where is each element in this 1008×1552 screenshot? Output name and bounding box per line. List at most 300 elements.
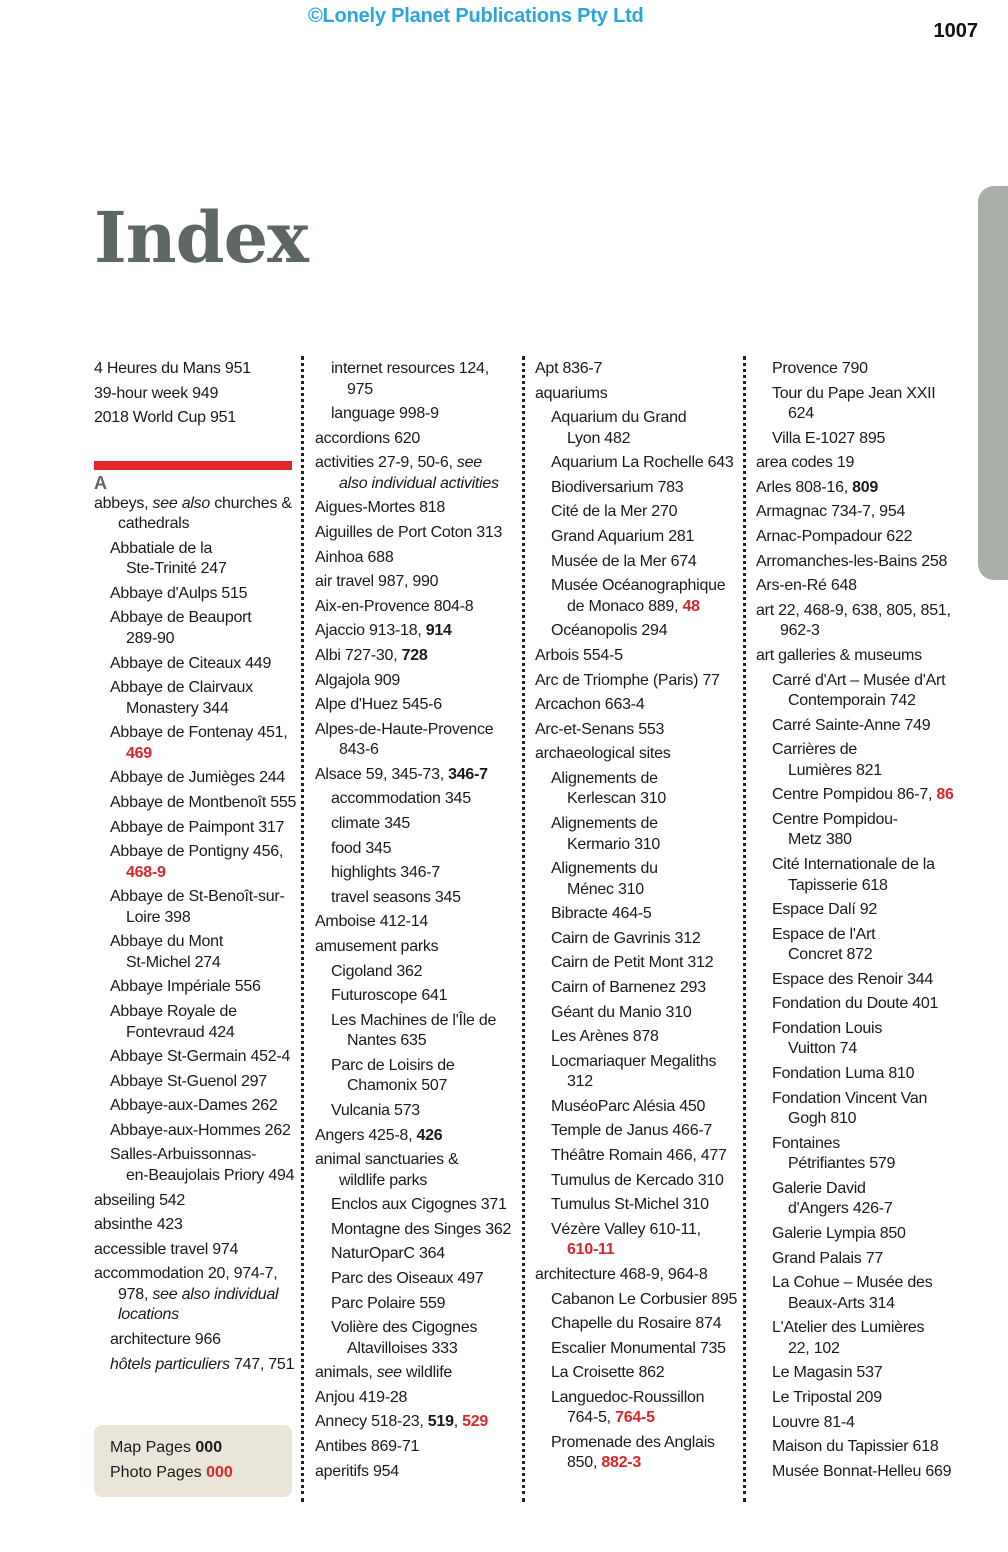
entry-text: Centre Pompidou- Metz 380 [772,810,898,849]
entry-text: see also individual locations [118,1285,279,1324]
index-subentry [756,1224,971,1245]
entry-text: Abbaye de Montbenoît 555 [110,793,297,811]
index-subentry [315,404,530,425]
entry-text: Fondation du Doute 401 [772,995,939,1013]
entry-text: Cité Internationale de la Tapisserie 618 [772,856,935,894]
entry-text: Galerie David d'Angers 426-7 [772,1179,893,1218]
entry-text: La Croisette 862 [551,1364,665,1382]
entry-text: art 22, 468-9, 638, 805, 851, 962-3 [756,601,951,640]
index-entry [94,384,309,405]
index-entry [315,572,530,593]
index-subentry [756,716,971,737]
index-entry [315,1462,530,1483]
entry-text: food 345 [331,839,392,857]
entry-text: Géant du Manio 310 [551,1003,692,1021]
entry-text: Carré Sainte-Anne 749 [772,716,931,734]
entries [535,359,750,1474]
entry-text: Maison du Tapissier 618 [772,1438,939,1456]
index-subentry [94,1355,309,1376]
entry-text: Futuroscope 641 [331,987,448,1005]
entry-text: Grand Palais 77 [772,1249,883,1267]
index-entry [315,621,530,642]
entry-text: art galleries & museums [756,646,922,664]
entry-text: language 998-9 [331,405,439,423]
index-entry [94,1215,309,1236]
entry-text: La Cohue – Musée des Beaux-Arts 314 [772,1274,933,1312]
entry-text: Abbaye-aux-Hommes 262 [110,1121,291,1139]
entry-text: abseiling 542 [94,1191,186,1209]
index-subentry [94,654,309,675]
entry-text: Parc Polaire 559 [331,1294,446,1312]
index-subentry [535,1388,750,1429]
entry-text: Arnac-Pompadour 622 [756,528,913,546]
entry-text: architecture 966 [110,1330,221,1348]
entries [94,494,309,1375]
entry-text: Tumulus de Kercado 310 [551,1171,724,1189]
entry-text: Algajola 909 [315,671,401,689]
entry-text: Abbaye-aux-Dames 262 [110,1097,278,1115]
entry-text: Arcachon 663-4 [535,696,645,714]
map-page-ref: 914 [425,622,452,640]
index-entry [315,597,530,618]
index-subentry [94,818,309,839]
entry-text: animals, [315,1364,377,1382]
entry-text: Temple de Janus 466-7 [551,1122,713,1140]
index-subentry [315,789,530,810]
index-subentry [535,814,750,855]
entry-text: MuséoParc Alésia 450 [551,1097,706,1115]
index-subentry [756,384,971,425]
index-subentry [756,1273,971,1314]
entry-text: Arc de Triomphe (Paris) 77 [535,671,720,689]
index-entry [756,576,971,597]
entry-text: Ars-en-Ré 648 [756,577,857,595]
entry-text: architecture 468-9, 964-8 [535,1265,708,1283]
map-pages-label: Map Pages [110,1439,196,1456]
entry-text: Abbaye de Clairvaux Monastery 344 [110,679,253,717]
entry-text: Cairn de Gavrinis 312 [551,929,701,947]
index-entry [315,548,530,569]
entry-text: see [376,1364,402,1382]
entry-text: Locmariaquer Megaliths 312 [551,1052,717,1091]
entry-text: Abbaye Impériale 556 [110,978,261,996]
index-subentry [535,1290,750,1311]
entry-text: Alignements du Ménec 310 [551,860,658,898]
entry-text: Aix-en-Provence 804-8 [315,597,474,615]
thumb-index-tab [978,186,1008,580]
entry-text: abbeys, [94,494,153,512]
entry-text: Armagnac 734-7, 954 [756,503,906,521]
entry-text: Abbaye St-Guenol 297 [110,1072,267,1090]
entry-text: climate 345 [331,815,411,832]
entries [315,359,530,1482]
index-subentry [756,900,971,921]
entry-text: aquariums [535,384,608,402]
entry-text: Fontaines Pétrifiantes 579 [772,1134,896,1173]
index-entry [535,744,750,765]
entry-text: Promenade des Anglais 850, [551,1433,715,1472]
photo-page-ref: 469 [126,744,152,762]
entry-text: Abbaye du Mont St-Michel 274 [110,933,224,971]
map-pages-value: 000 [195,1439,223,1456]
index-subentry [535,453,750,474]
page-number: 1007 [933,20,978,42]
entry-text: Cairn of Barnenez 293 [551,978,706,996]
page-title: Index [94,196,308,279]
entry-text: Musée Océanographique de Monaco 889, [551,577,726,615]
entry-text: 747, 751 [229,1355,295,1373]
entry-text: wildlife [401,1364,453,1382]
photo-page-ref: 468-9 [126,863,166,881]
entry-text: Chapelle du Rosaire 874 [551,1315,722,1333]
index-subentry [315,1056,530,1097]
entry-text: animal sanctuaries & wildlife parks [315,1151,459,1189]
index-subentry [94,608,309,649]
entry-text: Parc de Loisirs de Chamonix 507 [331,1056,455,1095]
index-subentry [535,552,750,573]
entry-text: Arbois 554-5 [535,646,623,664]
entry-text: Vulcania 573 [331,1101,420,1119]
index-subentry [94,1121,309,1142]
entry-text: Abbaye de Citeaux 449 [110,654,272,672]
index-subentry [315,1318,530,1359]
entry-text: NaturOparC 364 [331,1245,445,1263]
index-subentry [535,527,750,548]
entry-text: , [453,1413,463,1431]
index-subentry [535,1339,750,1360]
index-subentry [94,768,309,789]
index-entry [94,1264,309,1326]
index-subentry [756,970,971,991]
entry-text: Languedoc-Roussillon 764-5, [551,1388,705,1427]
index-subentry [535,621,750,642]
index-subentry [94,539,309,580]
index-subentry [535,478,750,499]
index-subentry [756,1089,971,1130]
index-entry [756,478,971,499]
index-subentry [756,1462,971,1483]
entry-text: Alignements de Kerlescan 310 [551,769,667,808]
photo-pages-value: 000 [206,1464,233,1481]
index-subentry [315,962,530,983]
entry-text: Musée Bonnat-Helleu 669 [772,1462,952,1480]
index-subentry [535,1220,750,1261]
index-subentry [94,723,309,764]
index-entry [94,494,309,535]
photo-page-ref: 764-5 [615,1409,655,1427]
entry-text: Biodiversarium 783 [551,478,684,496]
index-subentry [756,1134,971,1175]
entry-text: Centre Pompidou 86-7, [772,786,937,804]
index-subentry [535,859,750,900]
entry-text: Ajaccio 913-18, [315,622,426,640]
index-subentry [94,1096,309,1117]
entry-text: Enclos aux Cigognes 371 [331,1196,507,1214]
index-subentry [94,977,309,998]
index-subentry [756,1179,971,1220]
entry-text: Alsace 59, 345-73, [315,765,449,783]
entry-text: Théâtre Romain 466, 477 [551,1147,727,1165]
copyright-notice: ©Lonely Planet Publications Pty Ltd [308,5,644,27]
index-entry [315,912,530,933]
entry-text: Amboise 412-14 [315,913,429,931]
entry-text: Abbatiale de la Ste-Trinité 247 [110,539,227,578]
entry-text: Espace Dalí 92 [772,901,878,919]
entry-text: Abbaye d'Aulps 515 [110,584,248,602]
entry-text: Aiguilles de Port Coton 313 [315,523,503,541]
index-subentry [756,925,971,966]
entry-text: Alignements de Kermario 310 [551,815,661,853]
index-subentry [756,359,971,380]
entry-text: Cigoland 362 [331,962,423,980]
entry-text: Bibracte 464-5 [551,905,652,923]
entry-text: Carré d'Art – Musée d'Art Contemporain 742 [772,671,946,710]
section-rule [94,461,292,470]
entry-text: Cairn de Petit Mont 312 [551,954,714,972]
entry-text: Espace de l'Art Concret 872 [772,925,876,964]
index-entry [756,552,971,573]
entry-text: Abbaye St-Germain 452-4 [110,1048,291,1066]
index-subentry [315,1220,530,1241]
index-entry [535,671,750,692]
index-column-4 [756,359,971,1486]
index-entry [94,359,309,380]
index-subentry [315,359,530,400]
map-page-ref: 809 [852,478,879,496]
index-subentry [535,904,750,925]
entry-text: Abbaye de Fontenay 451, [110,724,288,742]
entry-text: Fondation Louis Vuitton 74 [772,1019,883,1058]
index-subentry [315,986,530,1007]
index-entry [535,720,750,741]
section-letter: A [94,472,107,493]
index-subentry [315,1101,530,1122]
index-entry [756,601,971,642]
index-subentry [756,994,971,1015]
index-entry [315,671,530,692]
index-subentry [315,1244,530,1265]
entries [756,359,971,1482]
index-subentry [315,863,530,884]
index-subentry [535,1003,750,1024]
index-subentry [535,408,750,449]
photo-page-ref: 48 [682,597,700,615]
entry-text: travel seasons 345 [331,888,461,906]
index-subentry [94,584,309,605]
entry-text: aperitifs 954 [315,1462,399,1480]
entry-text: Carrières de Lumières 821 [772,741,882,779]
entry-text: Le Tripostal 209 [772,1388,882,1406]
index-entry [315,498,530,519]
entry-text: accommodation 20, 974-7, 978, [94,1265,278,1303]
entry-text: Océanopolis 294 [551,622,668,640]
index-subentry [94,1145,309,1186]
index-subentry [756,1413,971,1434]
index-entry [756,527,971,548]
entry-text: see also individual activities [339,454,499,492]
index-subentry [535,502,750,523]
index-entry [315,646,530,667]
entry-text: Albi 727-30, [315,646,402,664]
index-subentry [535,1146,750,1167]
index-subentry [94,793,309,814]
index-subentry [535,1171,750,1192]
index-subentry [315,814,530,835]
index-entry [535,695,750,716]
photo-pages-label: Photo Pages [110,1464,207,1481]
entry-text: Alpe d'Huez 545-6 [315,696,442,714]
map-page-ref: 426 [416,1126,443,1144]
map-page-ref: 346-7 [448,765,488,783]
index-subentry [94,842,309,883]
index-entry [315,1363,530,1384]
entry-text: Fondation Luma 810 [772,1065,915,1083]
entry-text: Cité de la Mer 270 [551,503,678,521]
entry-text: Annecy 518-23, [315,1413,428,1431]
entry-text: Abbaye de Paimpont 317 [110,818,285,836]
entry-text: Cabanon Le Corbusier 895 [551,1290,738,1308]
entry-text: Les Machines de l'Île de Nantes 635 [331,1011,497,1050]
index-subentry [756,1064,971,1085]
index-subentry [94,678,309,719]
index-subentry [535,1363,750,1384]
page-legend-box [94,1425,292,1497]
entry-text: amusement parks [315,937,439,955]
index-entry [315,1126,530,1147]
entry-text: Espace des Renoir 344 [772,970,934,988]
entry-text: Les Arènes 878 [551,1028,659,1046]
index-entry [315,937,530,958]
index-subentry [315,839,530,860]
index-subentry [535,1052,750,1093]
entry-text: Galerie Lympia 850 [772,1224,906,1242]
entries-top [94,359,309,429]
index-subentry [756,740,971,781]
entry-text: Abbaye Royale de Fontevraud 424 [110,1003,237,1041]
entry-text: Escalier Monumental 735 [551,1339,726,1357]
index-column-3 [535,359,750,1478]
index-subentry [756,429,971,450]
index-subentry [94,1072,309,1093]
index-entry [315,1150,530,1191]
entry-text: Alpes-de-Haute-Provence 843-6 [315,720,494,759]
index-entry [315,523,530,544]
entry-text: Fondation Vincent Van Gogh 810 [772,1089,928,1128]
entry-text: churches & cathedrals [118,494,292,533]
photo-page-ref: 86 [936,786,954,804]
index-subentry [535,1027,750,1048]
entry-text: highlights 346-7 [331,864,440,882]
entry-text: absinthe 423 [94,1216,183,1234]
entry-text: Musée de la Mer 674 [551,552,697,570]
index-subentry [756,1363,971,1384]
index-entry [756,453,971,474]
entry-text: Ainhoa 688 [315,548,394,566]
index-entry [94,1191,309,1212]
entry-text: Volière des Cigognes Altavilloises 333 [331,1319,478,1357]
index-entry [315,1437,530,1458]
entry-text: Louvre 81-4 [772,1413,855,1431]
index-subentry [315,1195,530,1216]
entry-text: Abbaye de Jumièges 244 [110,769,286,787]
index-subentry [756,1318,971,1359]
index-entry [315,1388,530,1409]
index-entry [94,408,309,429]
entry-text: Angers 425-8, [315,1126,417,1144]
entry-text: Aquarium du Grand Lyon 482 [551,409,687,447]
index-subentry [94,1330,309,1351]
entry-text: Provence 790 [772,360,868,377]
photo-page-ref: 529 [462,1413,489,1431]
index-entry [94,1240,309,1261]
entry-text: Aigues-Mortes 818 [315,499,446,517]
index-subentry [535,1121,750,1142]
index-subentry [756,1249,971,1270]
index-entry [535,384,750,405]
index-entry [535,359,750,380]
entry-text: Abbaye de St-Benoît-sur- Loire 398 [110,888,285,926]
entry-text: accordions 620 [315,429,421,447]
index-subentry [315,1294,530,1315]
index-entry [756,646,971,667]
index-subentry [535,929,750,950]
entry-text: Parc des Oiseaux 497 [331,1270,484,1287]
entry-text: Antibes 869-71 [315,1438,420,1456]
index-subentry [535,978,750,999]
entry-text: area codes 19 [756,454,855,472]
index-subentry [315,1011,530,1052]
index-subentry [94,887,309,928]
index-entry [315,453,530,494]
photo-page-ref: 882-3 [601,1454,642,1472]
entry-text: Arc-et-Senans 553 [535,720,665,738]
index-entry [535,646,750,667]
index-entry [535,1265,750,1286]
entry-text: Tour du Pape Jean XXII 624 [772,384,936,423]
photo-page-ref: 610-11 [567,1241,615,1259]
index-subentry [535,1314,750,1335]
index-subentry [535,953,750,974]
entry-text: Le Magasin 537 [772,1364,883,1382]
entry-text: Villa E-1027 895 [772,429,886,447]
index-subentry [756,1019,971,1060]
index-entry [315,1412,530,1433]
entry-text: 39-hour week 949 [94,384,219,402]
entry-text: Arromanches-les-Bains 258 [756,552,948,570]
index-subentry [535,769,750,810]
entry-text: Abbaye de Beauport 289-90 [110,609,252,647]
entry-text: Salles-Arbuissonnas- en-Beaujolais Priory 494 [110,1146,295,1184]
index-subentry [535,1097,750,1118]
index-subentry [535,1195,750,1216]
index-subentry [94,932,309,973]
entry-text: internet resources 124, 975 [331,360,489,398]
map-page-ref: 728 [401,646,428,664]
index-subentry [315,888,530,909]
index-entry [315,429,530,450]
index-subentry [535,576,750,617]
index-subentry [756,810,971,851]
entry-text: Vézère Valley 610-11, [551,1220,701,1238]
index-subentry [756,855,971,896]
index-entry [315,765,530,786]
index-subentry [756,785,971,806]
entry-text: Montagne des Singes 362 [331,1220,512,1238]
photo-pages-line [110,1464,233,1482]
entry-text: Aquarium La Rochelle 643 [551,454,734,472]
index-subentry [535,1433,750,1474]
index-subentry [315,1269,530,1290]
